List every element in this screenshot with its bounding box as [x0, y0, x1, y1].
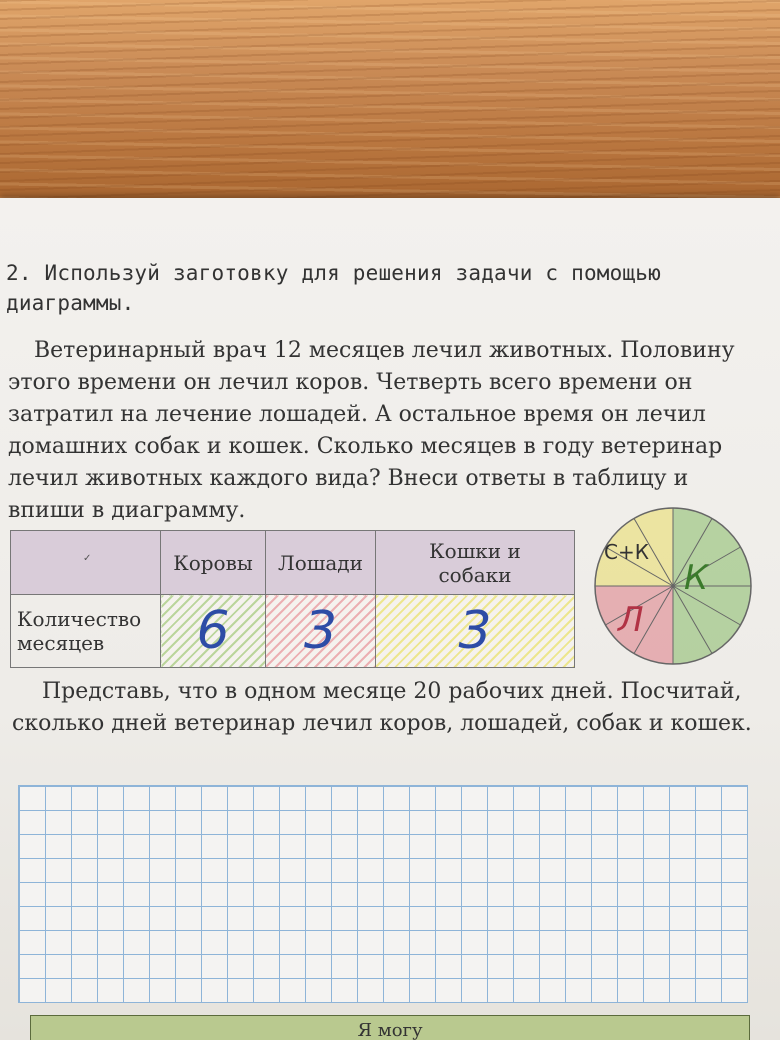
- answer-cats-dogs[interactable]: 3: [376, 595, 575, 668]
- header-cats-dogs: Кошки и собаки: [376, 531, 575, 595]
- answer-table: [10, 530, 575, 668]
- table-row: [11, 595, 575, 668]
- answer-grid[interactable]: [18, 785, 748, 1003]
- task-title: 2. Используй заготовку для решения задачи с помощью диаграммы.: [6, 261, 661, 315]
- pie-label-cows: К: [684, 558, 709, 598]
- answer-horses[interactable]: 3: [266, 595, 376, 668]
- bottom-bar: Я могу: [30, 1015, 750, 1040]
- pie-diagram: [590, 503, 756, 669]
- wooden-table-background: [0, 0, 780, 205]
- header-horses: Лошади: [266, 531, 376, 595]
- task2-text: Представь, что в одном месяце 20 рабочих дней. Посчитай, сколько дней ветеринар лечил коров, лошадей, собак и кошек.: [12, 679, 752, 736]
- answer-cows[interactable]: 6: [161, 595, 266, 668]
- table-corner-cell: ✓: [11, 531, 161, 595]
- pie-label-cats-dogs: С+К: [604, 540, 649, 564]
- table-header-row: [11, 531, 575, 595]
- row-label-months: Количество месяцев: [11, 595, 161, 668]
- header-cows: Коровы: [161, 531, 266, 595]
- task-text: Ветеринарный врач 12 месяцев лечил животных. Половину этого времени он лечил коров. Четверть всего времени он затратил на лечение лошадей. А остальное время он лечил домашних собак и кошек. Сколько месяцев в году ветеринар лечил животных каждого вида? Внеси ответы в таблицу и впиши в диаграмму.: [8, 338, 735, 523]
- pie-label-horses: Л: [618, 600, 644, 640]
